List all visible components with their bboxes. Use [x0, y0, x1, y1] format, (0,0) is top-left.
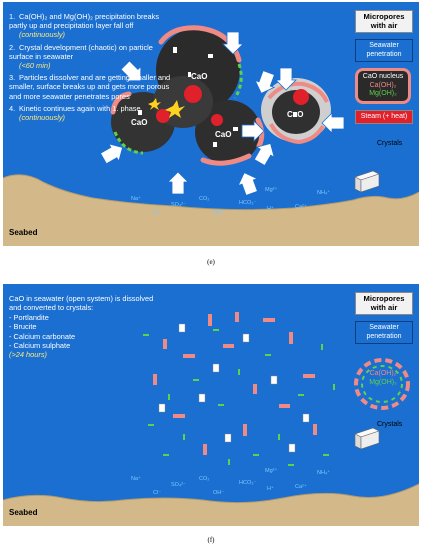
- legend-f: [355, 292, 413, 438]
- ion-label: NH₄⁺: [317, 190, 331, 196]
- caption-f: (f): [207, 536, 215, 544]
- ion-label: Ca²⁺: [295, 204, 307, 210]
- ion-label: Cl⁻: [153, 490, 162, 496]
- panel-f: [3, 284, 419, 526]
- particle-label: CaO: [191, 72, 208, 81]
- ion-label: CO₂: [199, 196, 210, 202]
- ion-label: CO₂: [199, 476, 210, 482]
- crystal-type: - Calcium carbonate: [9, 331, 76, 341]
- legend-cao-nucleus: CaO nucleus: [362, 73, 404, 80]
- seabed-label: Seabed: [9, 228, 38, 237]
- step-2: 2. Crystal development (chaotic) on particle surface in seawater (<60 min): [9, 42, 153, 71]
- ion-label: HCO₃⁻: [239, 200, 257, 206]
- legend-crystals: Crystals: [377, 421, 403, 428]
- process-steps: [9, 12, 174, 125]
- step-4: 4. Kinetic continues again with 1. phase (continuously): [9, 103, 141, 123]
- crystal-type: - Portlandite: [9, 312, 49, 322]
- ion-label: Mg²⁺: [265, 187, 278, 193]
- legend-seawater: Seawater penetration: [355, 321, 413, 344]
- ion-label: Cl⁻: [153, 210, 162, 216]
- legend-mgoh2: Mg(OH)₂: [369, 378, 397, 386]
- ion-label: SO₄²⁻: [171, 482, 186, 488]
- particle-label: CaO: [131, 118, 148, 127]
- ion-label: Na⁺: [131, 476, 141, 482]
- intro-text: CaO in seawater (open system) is dissolved and converted to crystals:: [9, 294, 154, 313]
- legend-seawater: Seawater penetration: [355, 39, 413, 62]
- panel-e: [3, 2, 419, 246]
- legend-particle: [355, 68, 411, 104]
- step-3: 3. Particles dissolver and are getting smaller and smaller, surface breaks up and gets more porous and more seawater penetrates pores: [9, 73, 171, 101]
- ion-label: H⁺: [267, 206, 274, 212]
- crystal-type: - Brucite: [9, 322, 37, 332]
- scattered-crystals: [143, 312, 335, 466]
- legend-ring-labels: [355, 370, 411, 387]
- seabed-label: Seabed: [9, 508, 38, 517]
- particle-label: CaO: [287, 110, 304, 119]
- legend-micropores: Micropores with air: [355, 10, 413, 33]
- legend-caoh2: Ca(OH)₂: [369, 81, 397, 89]
- seabed-sand: [3, 484, 419, 526]
- crystal-legend-cube-e: [355, 171, 379, 192]
- ion-label: Na⁺: [131, 196, 141, 202]
- legend-crystals: Crystals: [377, 140, 403, 147]
- crystal-type: - Calcium sulphate: [9, 341, 71, 351]
- legend-mgoh2: Mg(OH)₂: [369, 90, 397, 97]
- legend-micropores: Micropores with air: [355, 292, 413, 315]
- caption-e: (e): [207, 258, 215, 266]
- particle-label: CaO: [215, 130, 232, 139]
- step-1: 1. Ca(OH)₂ and Mg(OH)₂ precipitation breaks partly up and precipitation layer fall off (continuously): [9, 12, 160, 40]
- panel-f-text: [9, 294, 159, 360]
- legend-e: [355, 10, 413, 157]
- ion-label: H⁺: [267, 486, 274, 492]
- ion-label: OH⁻: [213, 210, 225, 216]
- ion-label: HCO₃⁻: [239, 480, 257, 486]
- ion-label: NH₄⁺: [317, 470, 331, 476]
- ion-label: SO₄²⁻: [171, 202, 186, 208]
- ion-label: OH⁻: [213, 490, 225, 496]
- ion-label: Mg²⁺: [265, 468, 278, 474]
- ion-label: Ca²⁺: [295, 484, 307, 490]
- legend-caoh2: Ca(OH)₂: [369, 370, 397, 377]
- time-note: (>24 hours): [9, 350, 47, 360]
- legend-steam: Steam (+ heat): [355, 110, 413, 125]
